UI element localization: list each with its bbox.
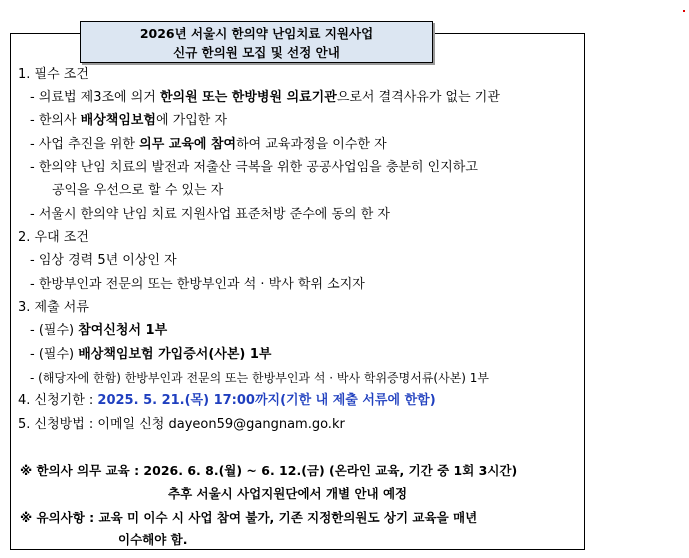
deadline-line: 4. 신청기한 : 2025. 5. 21.(목) 17:00까지(기한 내 제출 서류에 한함): [18, 393, 436, 408]
education-note-line2: 추후 서울시 사업지원단에서 개별 안내 예정: [168, 486, 408, 501]
preferred-heading: 2. 우대 조건: [18, 230, 89, 245]
method-line: 5. 신청방법 : 이메일 신청 dayeon59@gangnam.go.kr: [18, 417, 345, 432]
documents-heading: 3. 제출 서류: [18, 300, 89, 315]
caution-note-line1: ※ 유의사항 : 교육 미 이수 시 사업 참여 불가, 기존 지정한의원도 상기 교육을 매년: [20, 510, 478, 525]
notice-title-line1: 2026년 서울시 한의약 난임치료 지원사업: [139, 26, 374, 41]
red-dot-mark: [683, 10, 685, 12]
preferred-item-2: - 한방부인과 전문의 또는 한방부인과 석 · 박사 학위 소지자: [30, 277, 365, 292]
preferred-item-1: - 임상 경력 5년 이상인 자: [30, 253, 177, 268]
notice-title-line2: 신규 한의원 모집 및 선정 안내: [173, 45, 340, 60]
documents-item-2: - (필수) 배상책임보험 가입증서(사본) 1부: [30, 347, 272, 362]
documents-item-3: - (해당자에 한함) 한방부인과 전문의 또는 한방부인과 석 · 박사 학위증명서류(사본) 1부: [30, 371, 490, 385]
caution-note-line2: 이수해야 함.: [118, 532, 188, 547]
required-item-5: - 서울시 한의약 난임 치료 지원사업 표준처방 준수에 동의 한 자: [30, 207, 390, 222]
required-item-1: - 의료법 제3조에 의거 한의원 또는 한방병원 의료기관으로서 결격사유가 없는 기관: [30, 90, 500, 105]
required-item-4-line2: 공익을 우선으로 할 수 있는 자: [52, 183, 224, 198]
required-item-3: - 사업 추진을 위한 의무 교육에 참여하여 교육과정을 이수한 자: [30, 137, 387, 152]
required-heading: 1. 필수 조건: [18, 67, 89, 82]
education-note-line1: ※ 한의사 의무 교육 : 2026. 6. 8.(월) ~ 6. 12.(금) (온라인 교육, 기간 중 1회 3시간): [20, 463, 518, 478]
required-item-4-line1: - 한의약 난임 치료의 발전과 저출산 극복을 위한 공공사업임을 충분히 인지하고: [30, 160, 478, 175]
required-item-2: - 한의사 배상책임보험에 가입한 자: [30, 113, 228, 128]
notice-title-box: [80, 21, 433, 63]
documents-item-1: - (필수) 참여신청서 1부: [30, 323, 168, 338]
